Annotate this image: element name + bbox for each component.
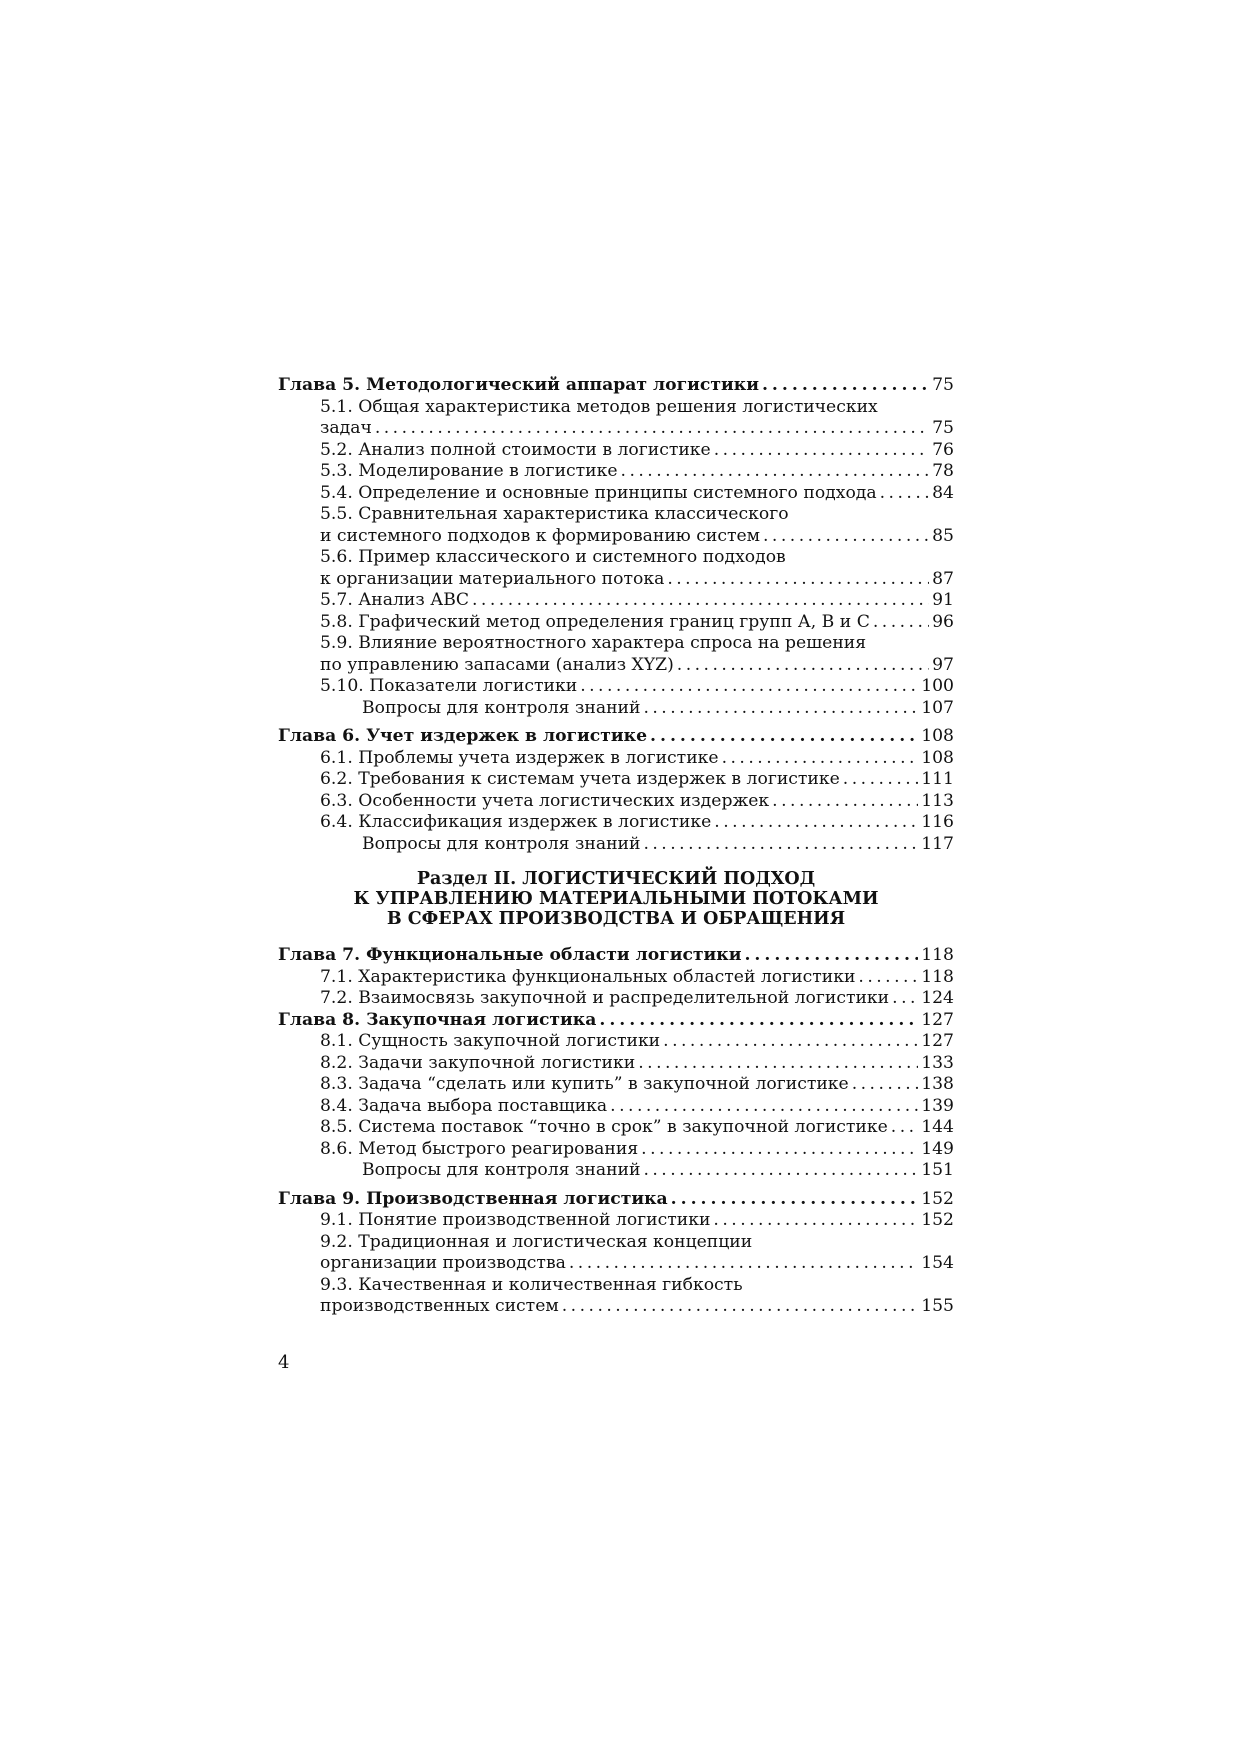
table-of-contents: [278, 375, 954, 1318]
toc-section-5-2: 5.2. Анализ полной стоимости в логистике . . . 76: [278, 440, 954, 462]
toc-section-6-3: 6.3. Особенности учета логистических издержек . . . 113: [278, 791, 954, 813]
toc-questions-8: Вопросы для контроля знаний . . . 151: [278, 1160, 954, 1182]
toc-section-5-9: по управлению запасами (анализ XYZ) . . . 97: [278, 655, 954, 677]
toc-section-9-2-line1: 9.2. Традиционная и логистическая концепции: [320, 1231, 753, 1252]
part-2-heading-line1: Раздел II. ЛОГИСТИЧЕСКИЙ ПОДХОД: [416, 869, 816, 889]
toc-section-6-1: 6.1. Проблемы учета издержек в логистике . . . 108: [278, 748, 954, 770]
toc-section-9-2: организации производства . . . 154: [278, 1253, 954, 1275]
toc-section-5-4: 5.4. Определение и основные принципы системного подхода . . . 84: [278, 483, 954, 505]
toc-section-6-2: 6.2. Требования к системам учета издержек в логистике . . . 111: [278, 769, 954, 791]
toc-section-8-6: 8.6. Метод быстрого реагирования . . . 149: [278, 1139, 954, 1161]
toc-section-5-1-line1: 5.1. Общая характеристика методов решения логистических: [320, 396, 878, 417]
toc-section-8-5: 8.5. Система поставок “точно в срок” в закупочной логистике . . . 144: [278, 1117, 954, 1139]
toc-section-5-5-line1: 5.5. Сравнительная характеристика классического: [320, 504, 789, 524]
toc-questions-5: Вопросы для контроля знаний . . . 107: [278, 698, 954, 720]
toc-chapter-7: Глава 7. Функциональные области логистики . . . 118: [278, 945, 954, 967]
toc-section-8-3: 8.3. Задача “сделать или купить” в закупочной логистике . . . 138: [278, 1074, 954, 1096]
toc-section-9-3-line1: 9.3. Качественная и количественная гибкость: [320, 1274, 743, 1295]
toc-chapter-8: Глава 8. Закупочная логистика . . . 127: [278, 1010, 954, 1032]
toc-section-5-5: и системного подходов к формированию систем . . . 85: [278, 526, 954, 548]
part-2-heading: [278, 869, 954, 929]
toc-chapter-5: Глава 5. Методологический аппарат логистики . . . 75: [278, 375, 954, 397]
toc-section-8-4: 8.4. Задача выбора поставщика . . . 139: [278, 1096, 954, 1118]
toc-section-8-1: 8.1. Сущность закупочной логистики . . . 127: [278, 1031, 954, 1053]
toc-section-8-2: 8.2. Задачи закупочной логистики . . . 133: [278, 1053, 954, 1075]
toc-section-5-3: 5.3. Моделирование в логистике . . . 78: [278, 461, 954, 483]
toc-section-9-3: производственных систем . . . 155: [278, 1296, 954, 1318]
toc-section-5-1: задач . . . 75: [278, 418, 954, 440]
toc-section-5-6-line1: 5.6. Пример классического и системного подходов: [320, 547, 786, 567]
part-2-heading-line3: В СФЕРАХ ПРОИЗВОДСТВА И ОБРАЩЕНИЯ: [386, 909, 846, 929]
toc-section-5-9-line1: 5.9. Влияние вероятностного характера спроса на решения: [320, 633, 867, 653]
toc-section-7-2: 7.2. Взаимосвязь закупочной и распределительной логистики . . . 124: [278, 988, 954, 1010]
toc-chapter-9: Глава 9. Производственная логистика . . . 152: [278, 1189, 954, 1211]
toc-section-6-4: 6.4. Классификация издержек в логистике . . . 116: [278, 812, 954, 834]
toc-section-5-10: 5.10. Показатели логистики . . . 100: [278, 676, 954, 698]
toc-section-9-1: 9.1. Понятие производственной логистики . . . 152: [278, 1210, 954, 1232]
page-number: 4: [278, 1352, 290, 1373]
toc-section-5-7: 5.7. Анализ АВС . . . 91: [278, 590, 954, 612]
toc-section-7-1: 7.1. Характеристика функциональных областей логистики . . . 118: [278, 967, 954, 989]
toc-questions-6: Вопросы для контроля знаний . . . 117: [278, 834, 954, 856]
toc-chapter-6: Глава 6. Учет издержек в логистике . . . 108: [278, 726, 954, 748]
toc-section-5-6: к организации материального потока . . . 87: [278, 569, 954, 591]
part-2-heading-line2: К УПРАВЛЕНИЮ МАТЕРИАЛЬНЫМИ ПОТОКАМИ: [353, 889, 879, 909]
toc-section-5-8: 5.8. Графический метод определения границ групп А, В и С . . . 96: [278, 612, 954, 634]
